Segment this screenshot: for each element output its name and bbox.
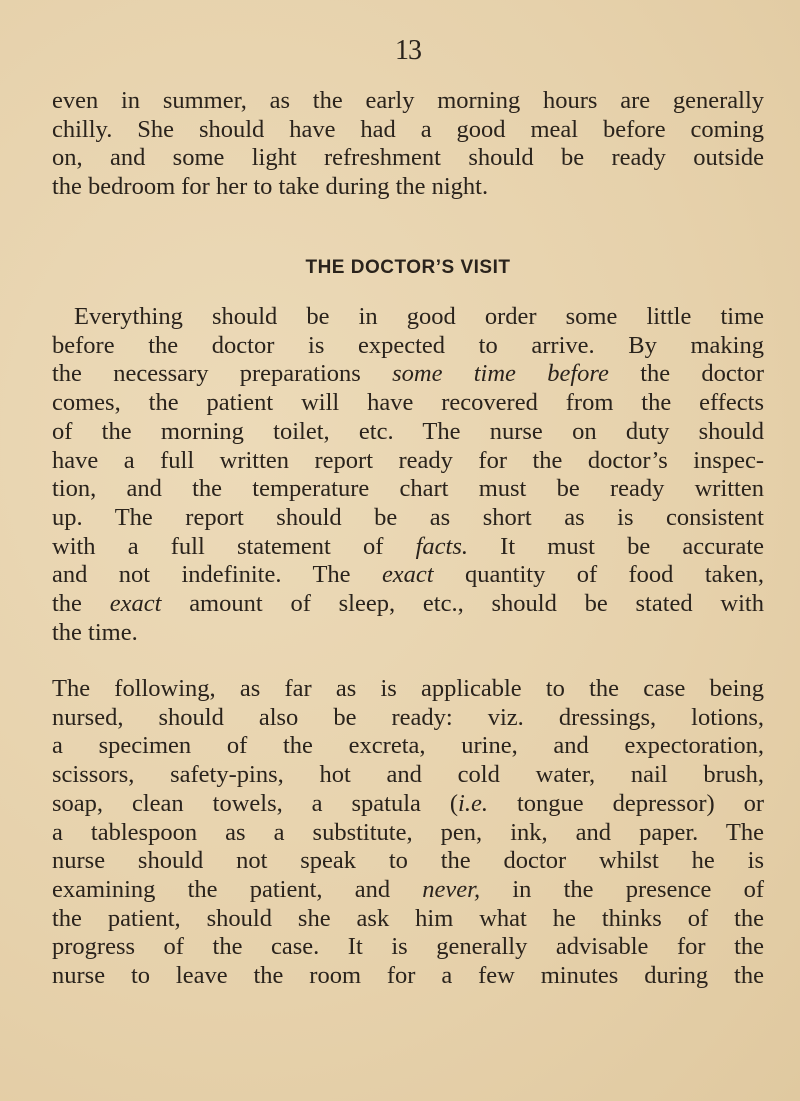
text-run: soap, clean towels, a spatula ( <box>52 789 459 817</box>
emphasis: some time before <box>392 360 609 388</box>
text-line: scissors, safety-pins, hot and cold water, nail brush, <box>52 761 764 789</box>
text-line: progress of the case. It is generally advisable for the <box>52 933 764 961</box>
text-run: tongue depressor) or <box>487 789 765 817</box>
text-line: tion, and the temperature chart must be ready written <box>52 475 764 503</box>
text-line: the bedroom for her to take during the night. <box>52 173 489 201</box>
text-run: It must be accurate <box>468 532 764 560</box>
section-heading: THE DOCTOR’S VISIT <box>305 257 511 278</box>
emphasis: exact <box>109 590 162 618</box>
paragraph-doctors-visit <box>52 303 764 647</box>
text-line: on, and some light refreshment should be ready outside <box>52 144 764 172</box>
text-run: quantity of food taken, <box>433 561 765 589</box>
paragraph-night-nurse <box>52 87 764 202</box>
text-line <box>52 876 764 905</box>
text-run: the doctor <box>608 360 764 388</box>
text-line: a tablespoon as a substitute, pen, ink, and paper. The <box>52 818 764 846</box>
text-line: the time. <box>52 618 138 646</box>
text-run: in the presence of <box>480 875 764 903</box>
text-line: comes, the patient will have recovered from the effects <box>52 389 764 417</box>
text-line: Everything should be in good order some little time <box>74 303 764 330</box>
text-run: amount of sleep, etc., should be stated with <box>161 590 764 618</box>
text-run: the necessary preparations <box>52 360 393 388</box>
text-line: even in summer, as the early morning hours are generally <box>52 87 764 114</box>
text-line: The following, as far as is applicable to the case being <box>52 675 764 702</box>
text-line: nursed, should also be ready: viz. dressings, lotions, <box>52 703 764 731</box>
paragraph-requisites <box>52 675 764 991</box>
text-run: examining the patient, and <box>52 875 423 903</box>
text-line: before the doctor is expected to arrive. By making <box>52 331 764 359</box>
text-line: up. The report should be as short as is consistent <box>52 503 764 531</box>
emphasis: i.e. <box>458 789 488 817</box>
text-run: the <box>52 590 110 618</box>
text-line: a specimen of the excreta, urine, and expectoration, <box>52 732 764 760</box>
text-line: nurse should not speak to the doctor whilst he is <box>52 847 764 875</box>
text-line <box>52 561 764 590</box>
book-page <box>52 0 764 1101</box>
page-number: 13 <box>395 35 421 66</box>
text-line <box>52 533 764 562</box>
text-line: the patient, should she ask him what he thinks of the <box>52 904 764 932</box>
text-line: of the morning toilet, etc. The nurse on duty should <box>52 417 764 445</box>
text-line: chilly. She should have had a good meal before coming <box>52 115 764 143</box>
emphasis: exact <box>381 561 434 589</box>
text-line <box>52 790 764 819</box>
text-line <box>52 360 764 389</box>
text-run: with a full statement of <box>52 532 416 560</box>
text-line <box>52 590 764 619</box>
text-run: and not indefinite. The <box>52 561 382 589</box>
emphasis: never, <box>422 875 481 903</box>
text-line: have a full written report ready for the doctor’s inspec- <box>52 446 764 474</box>
emphasis: facts. <box>415 532 468 560</box>
text-line: nurse to leave the room for a few minutes during the <box>52 962 764 990</box>
